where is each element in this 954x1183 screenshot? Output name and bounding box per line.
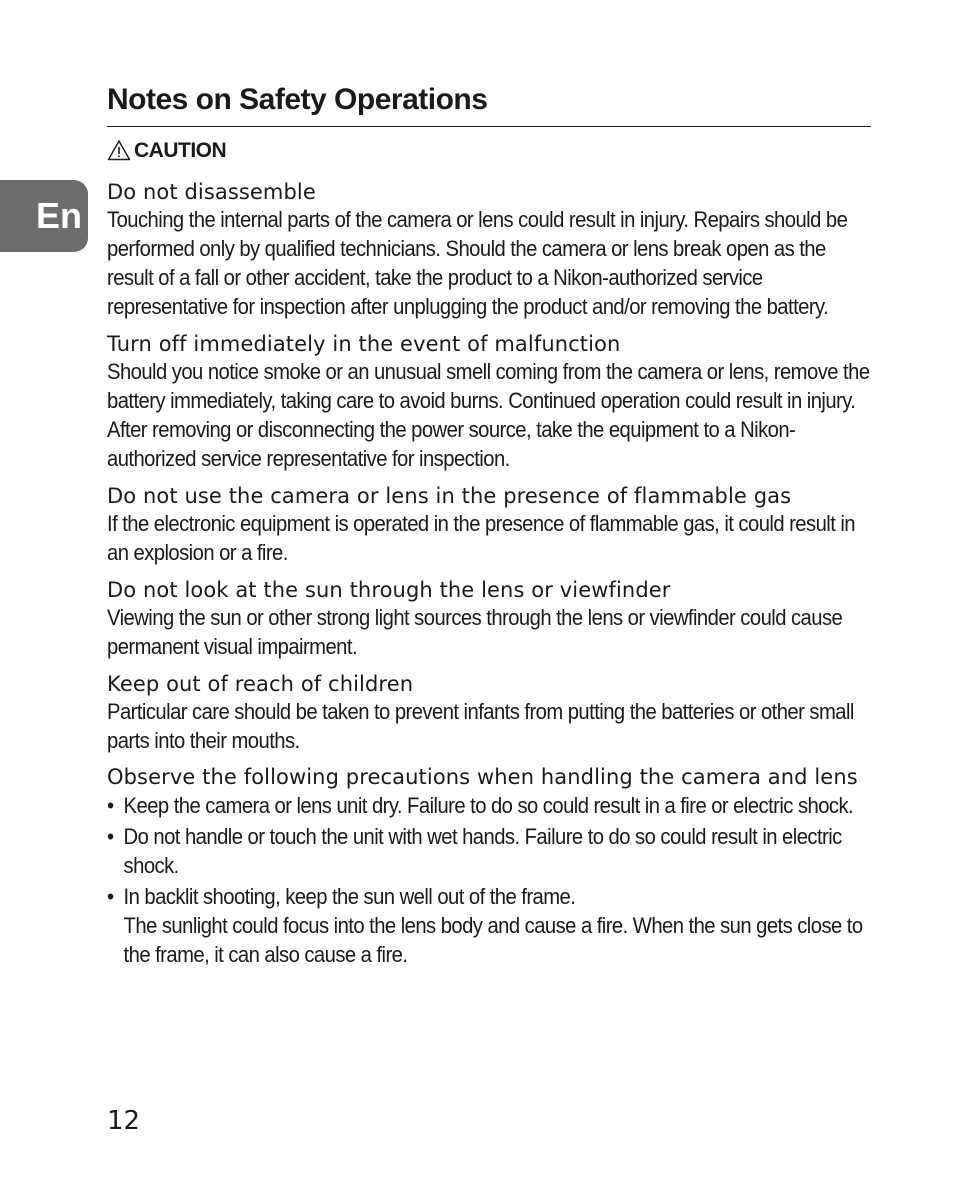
section-malfunction: [107, 331, 871, 473]
caution-text: CAUTION: [134, 139, 227, 162]
section-heading: Observe the following precautions when handling the camera and lens: [107, 765, 858, 789]
section-body: Touching the internal parts of the camera or lens could result in injury. Repairs should be performed only by qualified technicians. Should the camera or lens break open as the result of a fall or other accident, take the product to a Nikon-authorized service representative for inspection after unplugging the product and/or removing the battery.: [107, 207, 848, 319]
section-disassemble: [107, 179, 871, 321]
section-heading: Turn off immediately in the event of malfunction: [107, 332, 621, 356]
caution-label: [107, 137, 871, 165]
section-heading: Do not use the camera or lens in the presence of flammable gas: [107, 484, 792, 508]
section-sun-viewfinder: [107, 577, 871, 661]
section-flammable-gas: [107, 483, 871, 567]
section-body: If the electronic equipment is operated in the presence of flammable gas, it could result in an explosion or a fire.: [107, 511, 856, 565]
section-body: Should you notice smoke or an unusual smell coming from the camera or lens, remove the battery immediately, taking care to avoid burns. Continued operation could result in injury. After removing or disconnecting the power source, take the equipment to a Nikon-authorized service representative for inspection.: [107, 359, 870, 471]
section-body: Viewing the sun or other strong light sources through the lens or viewfinder could cause permanent visual impairment.: [107, 605, 843, 659]
precautions-list: [107, 791, 871, 969]
list-item-detail: The sunlight could focus into the lens body and cause a fire. When the sun gets close to the frame, it can also cause a fire.: [123, 913, 863, 967]
list-item: [107, 822, 871, 880]
list-item-text: Do not handle or touch the unit with wet hands. Failure to do so could result in electric shock.: [123, 824, 842, 878]
section-body: Particular care should be taken to prevent infants from putting the batteries or other small parts into their mouths.: [107, 699, 854, 753]
section-children: [107, 671, 871, 755]
bullet-icon: •: [107, 793, 114, 818]
list-item: [107, 791, 871, 820]
page-number: 12: [107, 1106, 141, 1136]
page-title: Notes on Safety Operations: [107, 80, 871, 127]
list-item-text: Keep the camera or lens unit dry. Failure to do so could result in a fire or electric shock.: [123, 793, 854, 818]
list-item-text: In backlit shooting, keep the sun well out of the frame.: [123, 884, 576, 909]
bullet-icon: •: [107, 824, 114, 849]
list-item: [107, 882, 871, 969]
section-heading: Keep out of reach of children: [107, 672, 414, 696]
page-content: [107, 80, 871, 971]
warning-triangle-icon: [107, 139, 131, 161]
section-heading: Do not look at the sun through the lens or viewfinder: [107, 578, 671, 602]
bullet-icon: •: [107, 884, 114, 909]
section-precautions: [107, 765, 871, 969]
section-heading: Do not disassemble: [107, 180, 316, 204]
language-tab-en: En: [0, 180, 88, 252]
